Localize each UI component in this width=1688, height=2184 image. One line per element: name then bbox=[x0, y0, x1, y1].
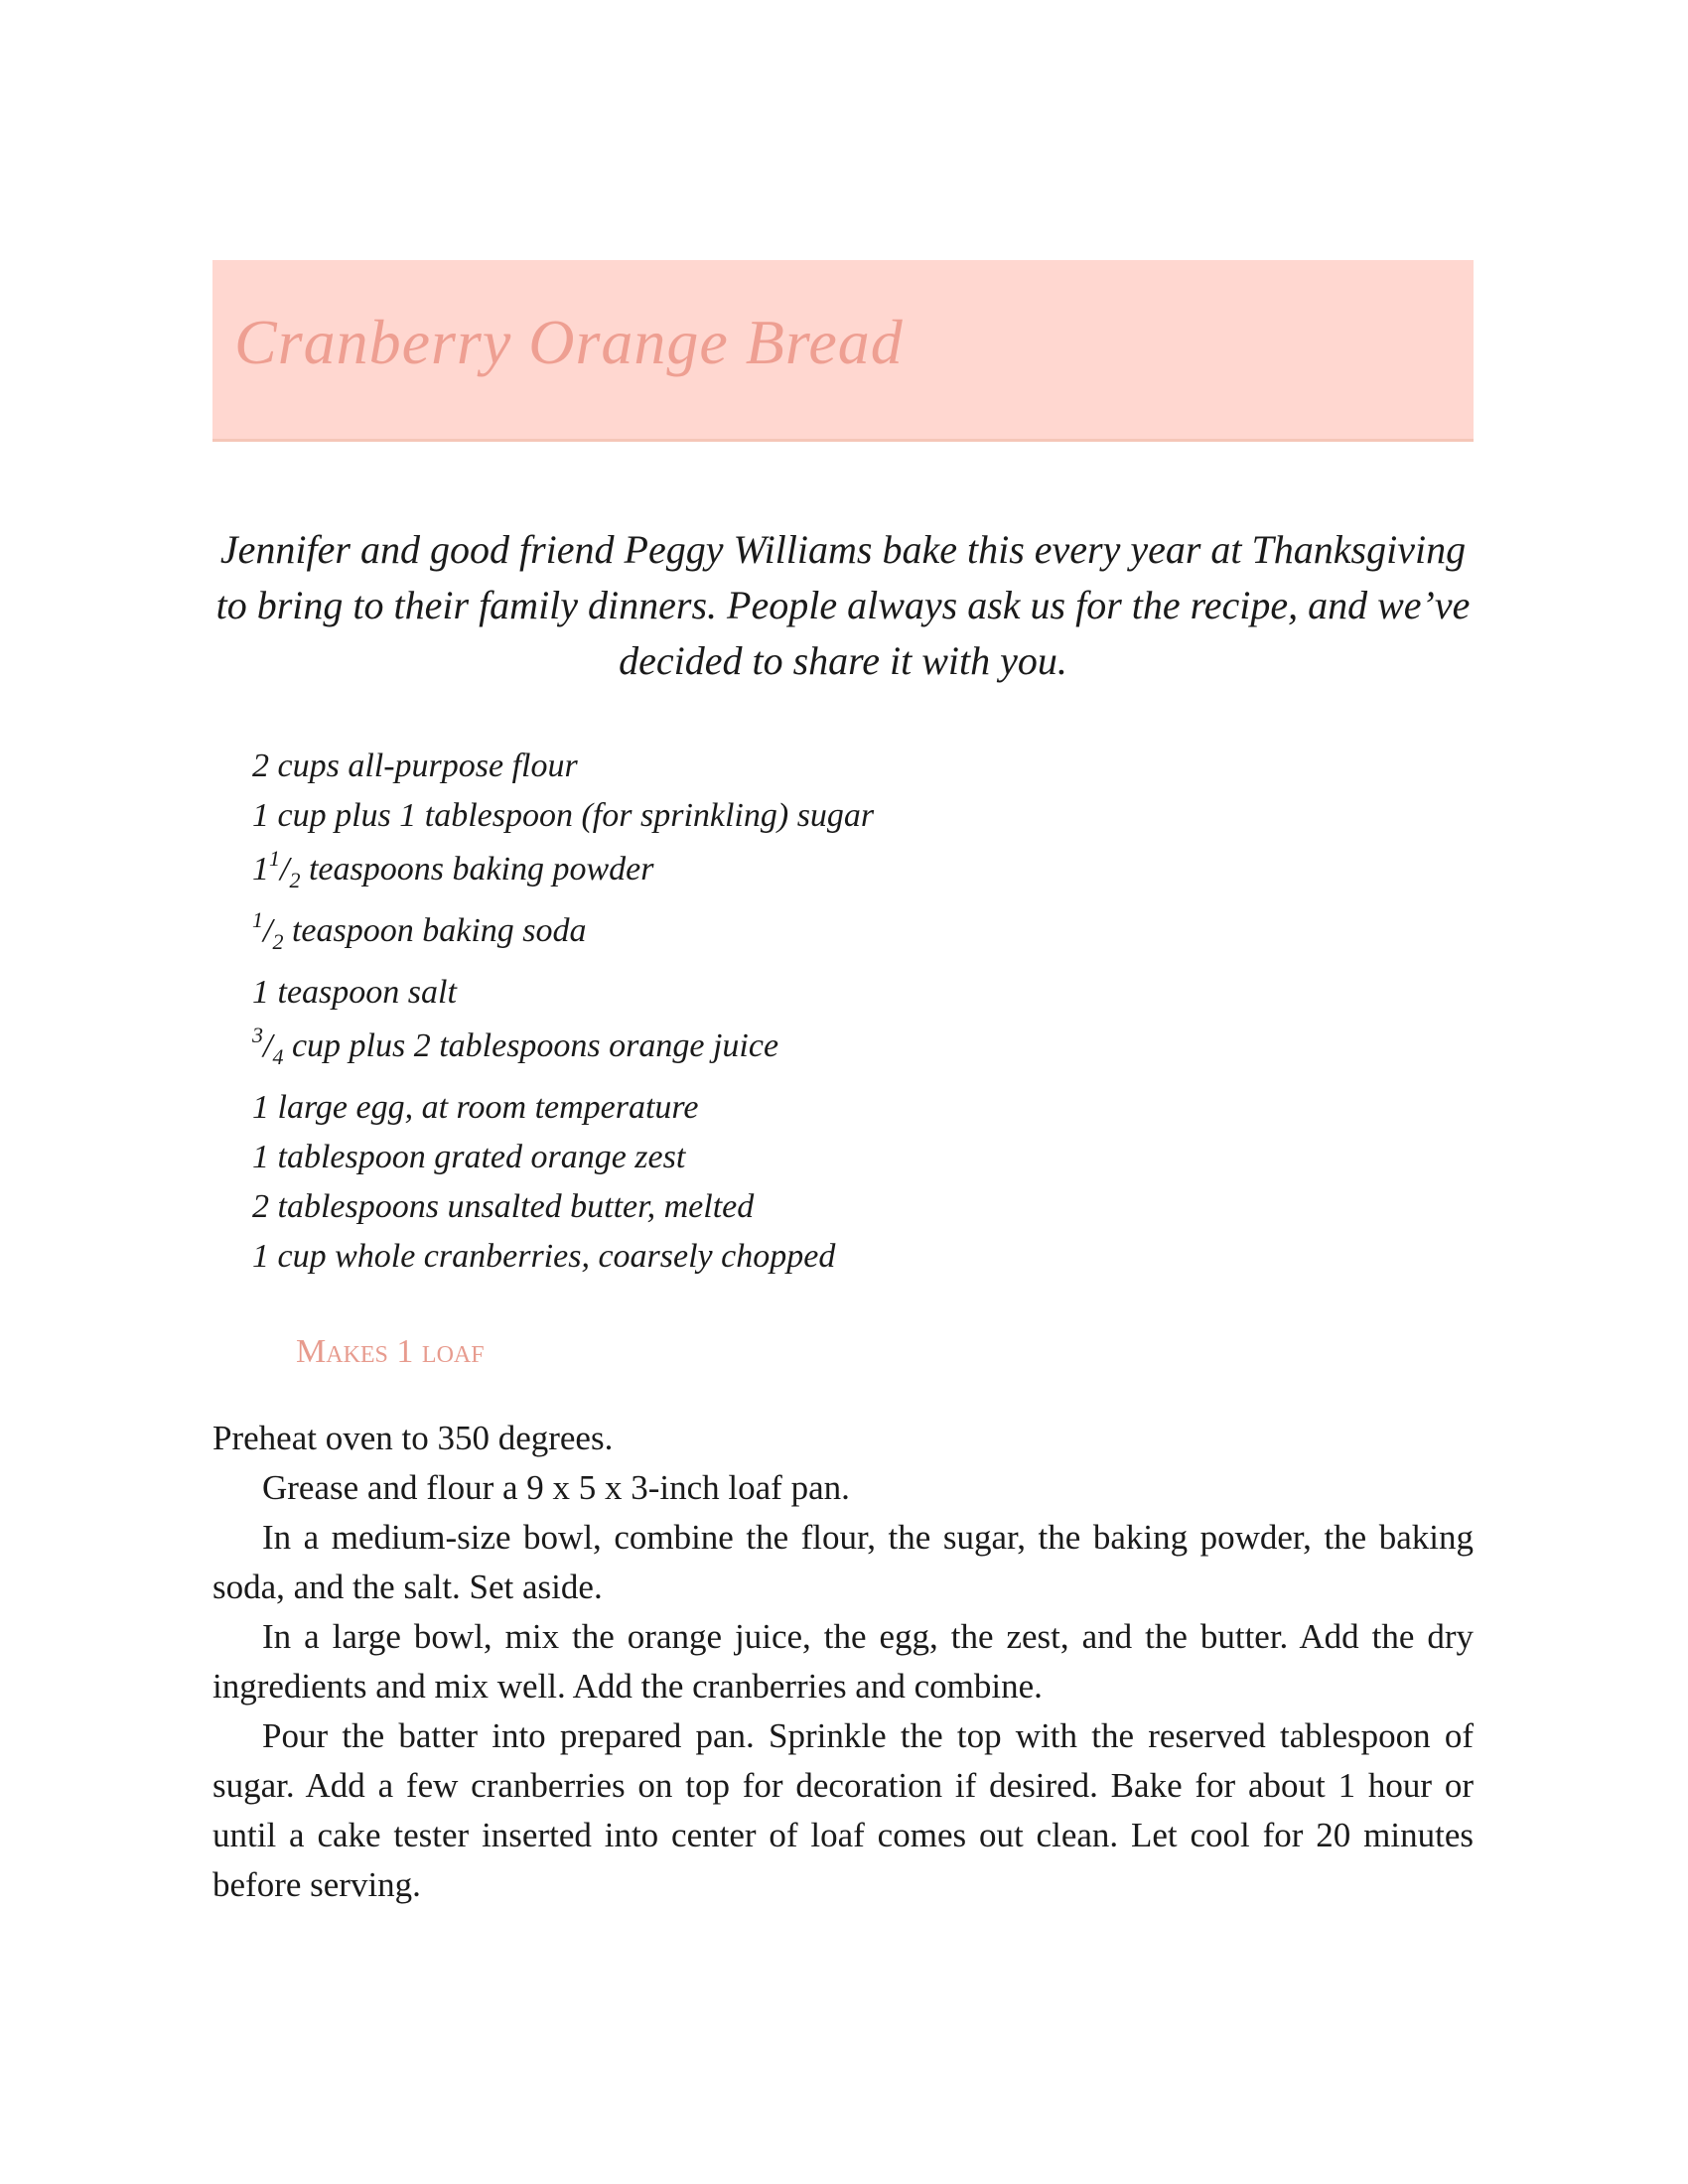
ingredient-text: 1 cup plus 1 tablespoon (for sprinkling) sugar bbox=[252, 797, 875, 834]
fraction-denominator: 2 bbox=[289, 868, 301, 892]
ingredient-text: teaspoon baking soda bbox=[283, 912, 587, 949]
ingredient-text: 2 cups all-purpose flour bbox=[252, 748, 578, 784]
ingredient-text: 2 tablespoons unsalted butter, melted bbox=[252, 1188, 755, 1225]
recipe-instructions bbox=[212, 1414, 1474, 1910]
ingredient-text: cup plus 2 tablespoons orange juice bbox=[283, 1027, 779, 1064]
ingredient-text: 1 teaspoon salt bbox=[252, 974, 457, 1011]
instruction-step: In a medium-size bowl, combine the flour, the sugar, the baking powder, the baking soda, and the salt. Set aside. bbox=[212, 1518, 1474, 1606]
ingredient-item bbox=[252, 1138, 685, 1177]
instruction-step: Pour the batter into prepared pan. Sprinkle the top with the reserved tablespoon of sugar. Add a few cranberries on top for decoration if desired. Bake for about 1 hour or until a cake tester inserted into center of loaf comes out clean. Let cool for 20 minutes before serving. bbox=[212, 1716, 1474, 1904]
instruction-step: Preheat oven to 350 degrees. bbox=[212, 1419, 614, 1457]
title-banner bbox=[212, 260, 1474, 442]
ingredient-quantity: $^1/_2$ bbox=[252, 907, 284, 954]
ingredient-item bbox=[252, 846, 654, 892]
recipe-title: Cranberry Orange Bread bbox=[234, 307, 904, 377]
ingredient-item bbox=[252, 1187, 754, 1227]
quantity-whole: 1 bbox=[252, 851, 269, 887]
ingredient-item bbox=[252, 1023, 779, 1069]
ingredient-quantity: $^3/_4$ bbox=[252, 1023, 284, 1069]
ingredient-item bbox=[252, 1237, 835, 1277]
ingredient-text: teaspoons baking powder bbox=[300, 851, 654, 887]
instruction-step: In a large bowl, mix the orange juice, the egg, the zest, and the butter. Add the dry ingredients and mix well. Add the cranberries and combine. bbox=[212, 1617, 1474, 1706]
ingredient-item bbox=[252, 907, 587, 954]
fraction-numerator: 1 bbox=[269, 846, 280, 871]
ingredient-text: 1 large egg, at room temperature bbox=[252, 1089, 699, 1126]
recipe-intro: Jennifer and good friend Peggy Williams bake this every year at Thanksgiving to bring to their family dinners. People always ask us for the recipe, and we’ve decided to share it with you. bbox=[215, 527, 1471, 683]
ingredient-text: 1 tablespoon grated orange zest bbox=[252, 1139, 686, 1175]
ingredient-item bbox=[252, 973, 457, 1013]
instruction-step: Grease and flour a 9 x 5 x 3-inch loaf pan. bbox=[262, 1468, 850, 1507]
ingredient-item bbox=[252, 1088, 699, 1128]
fraction-numerator: 3 bbox=[252, 1023, 263, 1047]
fraction-numerator: 1 bbox=[252, 907, 263, 932]
ingredient-item bbox=[252, 747, 578, 786]
ingredient-item bbox=[252, 796, 874, 836]
ingredient-text: 1 cup whole cranberries, coarsely chopped bbox=[252, 1238, 836, 1275]
recipe-yield: Makes 1 loaf bbox=[296, 1333, 485, 1370]
ingredient-quantity: $1^1/_2$ bbox=[252, 846, 301, 892]
fraction-denominator: 4 bbox=[272, 1044, 284, 1069]
fraction-denominator: 2 bbox=[272, 929, 284, 954]
